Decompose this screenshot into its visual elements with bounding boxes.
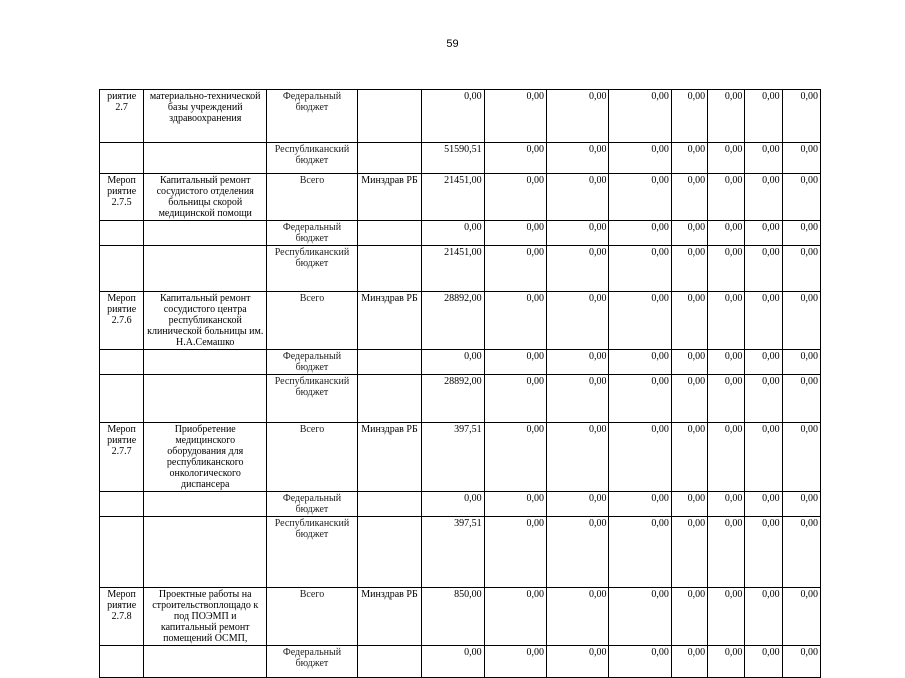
- table-row: [100, 350, 821, 375]
- amount-total-cell: 850,00: [422, 588, 484, 646]
- executor-cell: [357, 246, 421, 292]
- measure-id-cell: Мероп риятие 2.7.8: [100, 588, 144, 646]
- amount-year-cell: 0,00: [671, 143, 707, 174]
- table-row: [100, 588, 821, 646]
- amount-year-cell: 0,00: [782, 423, 820, 492]
- funding-source-cell: Всего: [267, 174, 358, 221]
- amount-year-cell: 0,00: [671, 90, 707, 143]
- amount-year-cell: 0,00: [484, 588, 546, 646]
- amount-year-cell: 0,00: [745, 174, 782, 221]
- table-row: [100, 646, 821, 678]
- amount-total-cell: 28892,00: [422, 292, 484, 350]
- funding-source-cell: Всего: [267, 423, 358, 492]
- measure-name-cell: Капитальный ремонт сосудистого центра республиканской клинической больницы им. Н.А.Семашко: [144, 292, 267, 350]
- amount-year-cell: 0,00: [782, 588, 820, 646]
- amount-year-cell: 0,00: [484, 646, 546, 678]
- amount-year-cell: 0,00: [609, 646, 671, 678]
- amount-year-cell: 0,00: [708, 221, 745, 246]
- measure-name-cell: [144, 221, 267, 246]
- amount-year-cell: 0,00: [609, 423, 671, 492]
- amount-year-cell: 0,00: [745, 246, 782, 292]
- amount-year-cell: 0,00: [484, 292, 546, 350]
- measure-name-cell: [144, 143, 267, 174]
- amount-year-cell: 0,00: [782, 174, 820, 221]
- table-row: [100, 90, 821, 143]
- amount-year-cell: 0,00: [609, 588, 671, 646]
- amount-year-cell: 0,00: [609, 350, 671, 375]
- amount-year-cell: 0,00: [547, 90, 609, 143]
- amount-year-cell: 0,00: [708, 174, 745, 221]
- amount-year-cell: 0,00: [745, 517, 782, 588]
- amount-total-cell: 0,00: [422, 350, 484, 375]
- amount-year-cell: 0,00: [671, 375, 707, 423]
- measure-id-cell: [100, 375, 144, 423]
- amount-year-cell: 0,00: [708, 246, 745, 292]
- measure-name-cell: [144, 246, 267, 292]
- amount-total-cell: 0,00: [422, 646, 484, 678]
- funding-source-cell: Федеральный бюджет: [267, 492, 358, 517]
- amount-year-cell: 0,00: [609, 246, 671, 292]
- amount-year-cell: 0,00: [745, 292, 782, 350]
- amount-year-cell: 0,00: [745, 588, 782, 646]
- amount-year-cell: 0,00: [782, 90, 820, 143]
- amount-year-cell: 0,00: [609, 143, 671, 174]
- executor-cell: [357, 517, 421, 588]
- amount-year-cell: 0,00: [609, 292, 671, 350]
- amount-year-cell: 0,00: [609, 90, 671, 143]
- funding-source-cell: Республиканский бюджет: [267, 143, 358, 174]
- amount-year-cell: 0,00: [745, 423, 782, 492]
- table-row: [100, 221, 821, 246]
- funding-source-cell: Всего: [267, 588, 358, 646]
- table-row: [100, 292, 821, 350]
- amount-year-cell: 0,00: [782, 492, 820, 517]
- measure-name-cell: Капитальный ремонт сосудистого отделения больницы скорой медицинской помощи: [144, 174, 267, 221]
- table-row: [100, 517, 821, 588]
- executor-cell: Минздрав РБ: [357, 423, 421, 492]
- measure-id-cell: [100, 517, 144, 588]
- amount-year-cell: 0,00: [547, 292, 609, 350]
- budget-table: [99, 89, 821, 678]
- amount-total-cell: 28892,00: [422, 375, 484, 423]
- funding-source-cell: Республиканский бюджет: [267, 246, 358, 292]
- executor-cell: Минздрав РБ: [357, 588, 421, 646]
- amount-year-cell: 0,00: [547, 221, 609, 246]
- amount-year-cell: 0,00: [671, 588, 707, 646]
- amount-year-cell: 0,00: [745, 492, 782, 517]
- measure-id-cell: [100, 221, 144, 246]
- measure-name-cell: Приобретение медицинского оборудования для республиканского онкологического диспансера: [144, 423, 267, 492]
- amount-year-cell: 0,00: [484, 174, 546, 221]
- amount-total-cell: 21451,00: [422, 174, 484, 221]
- amount-year-cell: 0,00: [708, 492, 745, 517]
- measure-name-cell: [144, 350, 267, 375]
- amount-year-cell: 0,00: [484, 246, 546, 292]
- amount-year-cell: 0,00: [708, 90, 745, 143]
- amount-year-cell: 0,00: [782, 375, 820, 423]
- executor-cell: [357, 221, 421, 246]
- amount-year-cell: 0,00: [708, 646, 745, 678]
- amount-year-cell: 0,00: [547, 143, 609, 174]
- amount-year-cell: 0,00: [671, 292, 707, 350]
- measure-id-cell: [100, 143, 144, 174]
- amount-year-cell: 0,00: [609, 517, 671, 588]
- amount-year-cell: 0,00: [484, 143, 546, 174]
- amount-year-cell: 0,00: [484, 423, 546, 492]
- measure-id-cell: [100, 246, 144, 292]
- amount-total-cell: 397,51: [422, 517, 484, 588]
- amount-year-cell: 0,00: [484, 517, 546, 588]
- funding-source-cell: Республиканский бюджет: [267, 375, 358, 423]
- amount-total-cell: 397,51: [422, 423, 484, 492]
- funding-source-cell: Федеральный бюджет: [267, 221, 358, 246]
- amount-year-cell: 0,00: [671, 350, 707, 375]
- measure-name-cell: [144, 492, 267, 517]
- measure-name-cell: материально-технической базы учреждений здравоохранения: [144, 90, 267, 143]
- amount-year-cell: 0,00: [708, 423, 745, 492]
- amount-year-cell: 0,00: [708, 143, 745, 174]
- executor-cell: Минздрав РБ: [357, 292, 421, 350]
- amount-total-cell: 0,00: [422, 90, 484, 143]
- amount-year-cell: 0,00: [484, 90, 546, 143]
- amount-year-cell: 0,00: [547, 588, 609, 646]
- amount-year-cell: 0,00: [782, 246, 820, 292]
- amount-year-cell: 0,00: [547, 246, 609, 292]
- amount-year-cell: 0,00: [671, 646, 707, 678]
- table-row: [100, 423, 821, 492]
- measure-id-cell: Мероп риятие 2.7.5: [100, 174, 144, 221]
- amount-year-cell: 0,00: [782, 143, 820, 174]
- funding-source-cell: Федеральный бюджет: [267, 350, 358, 375]
- amount-total-cell: 51590,51: [422, 143, 484, 174]
- measure-id-cell: [100, 492, 144, 517]
- amount-year-cell: 0,00: [745, 221, 782, 246]
- amount-total-cell: 21451,00: [422, 246, 484, 292]
- amount-year-cell: 0,00: [484, 350, 546, 375]
- table-body: [100, 90, 821, 678]
- amount-year-cell: 0,00: [547, 375, 609, 423]
- amount-year-cell: 0,00: [671, 423, 707, 492]
- table-row: [100, 174, 821, 221]
- amount-year-cell: 0,00: [671, 517, 707, 588]
- funding-source-cell: Республиканский бюджет: [267, 517, 358, 588]
- amount-total-cell: 0,00: [422, 492, 484, 517]
- measure-name-cell: [144, 646, 267, 678]
- measure-name-cell: Проектные работы на строительствоплощадо к под ПОЭМП и капитальный ремонт помещений ОСМП,: [144, 588, 267, 646]
- amount-year-cell: 0,00: [547, 174, 609, 221]
- table-row: [100, 143, 821, 174]
- amount-year-cell: 0,00: [671, 492, 707, 517]
- amount-year-cell: 0,00: [745, 646, 782, 678]
- table-row: [100, 492, 821, 517]
- amount-year-cell: 0,00: [708, 350, 745, 375]
- funding-source-cell: Федеральный бюджет: [267, 90, 358, 143]
- amount-year-cell: 0,00: [547, 423, 609, 492]
- amount-year-cell: 0,00: [547, 492, 609, 517]
- amount-year-cell: 0,00: [547, 350, 609, 375]
- measure-id-cell: Мероп риятие 2.7.7: [100, 423, 144, 492]
- amount-year-cell: 0,00: [745, 350, 782, 375]
- amount-total-cell: 0,00: [422, 221, 484, 246]
- measure-name-cell: [144, 517, 267, 588]
- measure-id-cell: Мероп риятие 2.7.6: [100, 292, 144, 350]
- amount-year-cell: 0,00: [782, 292, 820, 350]
- executor-cell: [357, 350, 421, 375]
- executor-cell: [357, 492, 421, 517]
- executor-cell: [357, 646, 421, 678]
- amount-year-cell: 0,00: [671, 221, 707, 246]
- amount-year-cell: 0,00: [609, 375, 671, 423]
- amount-year-cell: 0,00: [708, 517, 745, 588]
- amount-year-cell: 0,00: [484, 221, 546, 246]
- amount-year-cell: 0,00: [782, 517, 820, 588]
- amount-year-cell: 0,00: [547, 517, 609, 588]
- amount-year-cell: 0,00: [708, 588, 745, 646]
- measure-name-cell: [144, 375, 267, 423]
- amount-year-cell: 0,00: [609, 174, 671, 221]
- amount-year-cell: 0,00: [671, 246, 707, 292]
- measure-id-cell: [100, 646, 144, 678]
- amount-year-cell: 0,00: [609, 492, 671, 517]
- amount-year-cell: 0,00: [745, 375, 782, 423]
- table-row: [100, 375, 821, 423]
- amount-year-cell: 0,00: [484, 492, 546, 517]
- executor-cell: [357, 375, 421, 423]
- amount-year-cell: 0,00: [708, 375, 745, 423]
- amount-year-cell: 0,00: [782, 646, 820, 678]
- amount-year-cell: 0,00: [547, 646, 609, 678]
- funding-source-cell: Всего: [267, 292, 358, 350]
- funding-source-cell: Федеральный бюджет: [267, 646, 358, 678]
- table-row: [100, 246, 821, 292]
- amount-year-cell: 0,00: [609, 221, 671, 246]
- amount-year-cell: 0,00: [484, 375, 546, 423]
- page-number: 59: [446, 38, 459, 50]
- executor-cell: [357, 90, 421, 143]
- amount-year-cell: 0,00: [745, 90, 782, 143]
- amount-year-cell: 0,00: [708, 292, 745, 350]
- amount-year-cell: 0,00: [782, 350, 820, 375]
- measure-id-cell: [100, 350, 144, 375]
- amount-year-cell: 0,00: [782, 221, 820, 246]
- amount-year-cell: 0,00: [745, 143, 782, 174]
- executor-cell: [357, 143, 421, 174]
- amount-year-cell: 0,00: [671, 174, 707, 221]
- executor-cell: Минздрав РБ: [357, 174, 421, 221]
- measure-id-cell: риятие 2.7: [100, 90, 144, 143]
